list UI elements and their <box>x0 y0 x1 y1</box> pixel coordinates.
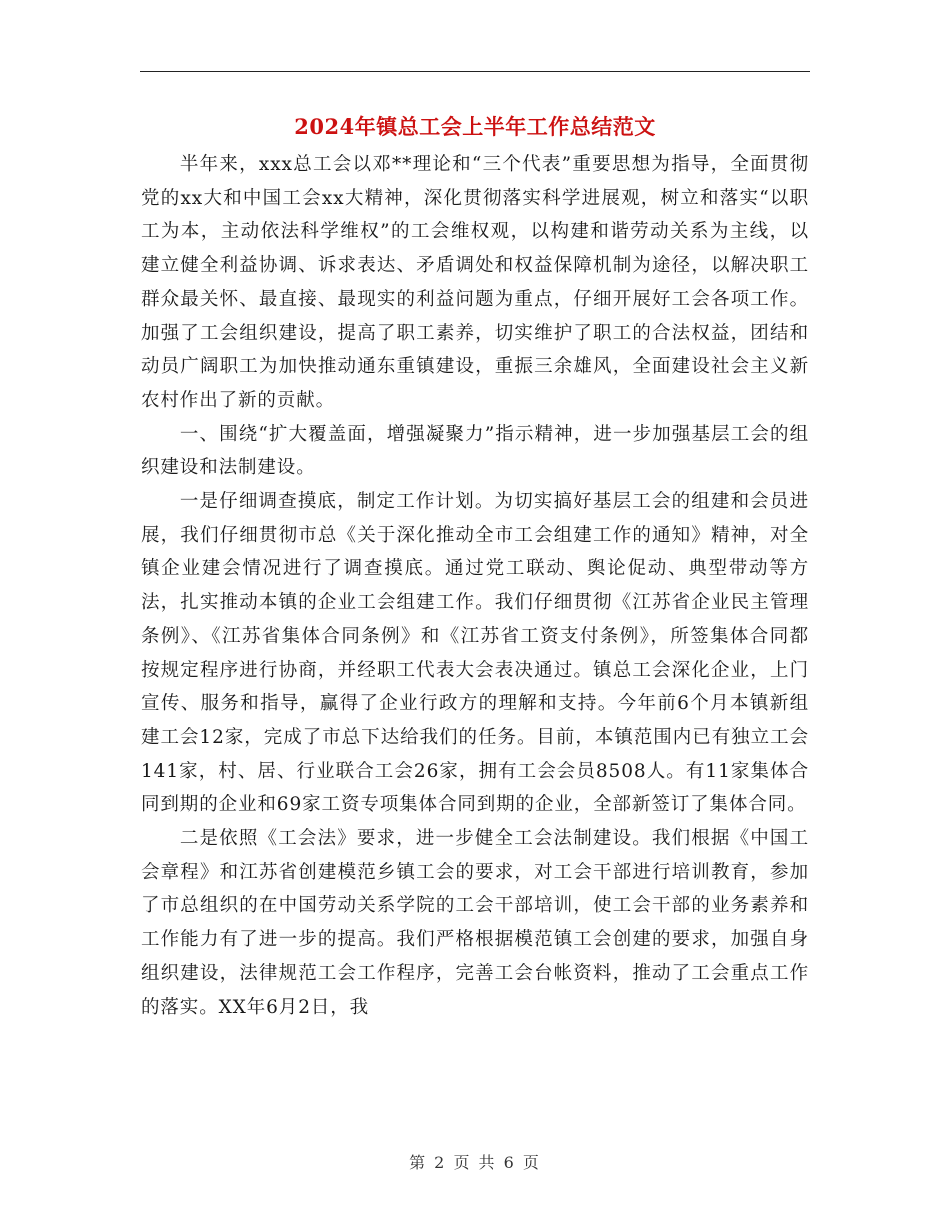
paragraph-item-two: 二是依照《工会法》要求，进一步健全工会法制建设。我们根据《中国工会章程》和江苏省创建模范乡镇工会的要求，对工会干部进行培训教育，参加了市总组织的在中国劳动关系学院的工会干部培训，使工会干部的业务素养和工作能力有了进一步的提高。我们严格根据模范镇工会创建的要求，加强自身组织建设，法律规范工会工作程序，完善工会台帐资料，推动了工会重点工作的落实。XX年6月2日，我 <box>141 828 809 1018</box>
page-number-footer: 第 2 页 共 6 页 <box>409 1153 541 1172</box>
paragraph-section-one-heading: 一、围绕“扩大覆盖面，增强凝聚力”指示精神，进一步加强基层工会的组织建设和法制建设。 <box>141 423 809 479</box>
document-title: 2024年镇总工会上半年工作总结范文 <box>294 114 656 139</box>
paragraph-intro: 半年来，xxx总工会以邓**理论和“三个代表”重要思想为指导，全面贯彻党的xx大和中国工会xx大精神，深化贯彻落实科学进展观，树立和落实“以职工为本，主动依法科学维权”的工会维权观，以构建和谐劳动关系为主线，以建立健全利益协调、诉求表达、矛盾调处和权益保障机制为途径，以解决职工群众最关怀、最直接、最现实的利益问题为重点，仔细开展好工会各项工作。加强了工会组织建设，提高了职工素养，切实维护了职工的合法权益，团结和动员广阔职工为加快推动通东重镇建设，重振三余雄风，全面建设社会主义新农村作出了新的贡献。 <box>141 154 810 411</box>
paragraph-item-one: 一是仔细调查摸底，制定工作计划。为切实搞好基层工会的组建和会员进展，我们仔细贯彻市总《关于深化推动全市工会组建工作的通知》精神，对全镇企业建会情况进行了调查摸底。通过党工联动、舆论促动、典型带动等方法，扎实推动本镇的企业工会组建工作。我们仔细贯彻《江苏省企业民主管理条例》、《江苏省集体合同条例》和《江苏省工资支付条例》，所签集体合同都按规定程序进行协商，并经职工代表大会表决通过。镇总工会深化企业，上门宣传、服务和指导，赢得了企业行政方的理解和支持。今年前6个月本镇新组建工会12家，完成了市总下达给我们的任务。目前，本镇范围内已有独立工会141家，村、居、行业联合工会26家，拥有工会会员8508人。有11家集体合同到期的企业和69家工资专项集体合同到期的企业，全部新签订了集体合同。 <box>141 491 809 816</box>
document-body <box>141 148 809 1024</box>
header-rule <box>140 71 810 72</box>
